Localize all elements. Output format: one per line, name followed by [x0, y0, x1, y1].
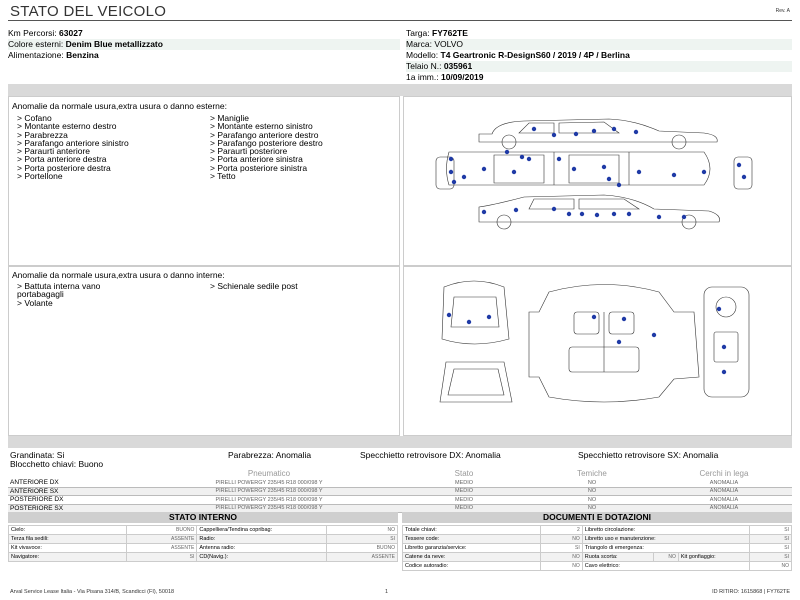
immatricolazione-row	[406, 72, 792, 83]
revision-label: Rev. A	[775, 8, 790, 14]
section-band-bottom	[8, 436, 792, 448]
field-label: Cavo elettrico:	[582, 562, 749, 571]
damage-marker	[452, 180, 456, 184]
field-label: Codice autoradio:	[403, 562, 541, 571]
damage-marker	[592, 129, 596, 133]
field-label: Antenna radio:	[197, 544, 327, 553]
field-value: ASSENTE	[126, 544, 197, 553]
modello-value: T4 Geartronic R-DesignS60 / 2019 / 4P / Berlina	[440, 50, 630, 60]
tyre-stato: MEDIO	[400, 504, 528, 513]
immatricolazione-label: 1a imm.:	[406, 72, 439, 82]
external-damage-markers	[449, 127, 746, 219]
table-row	[403, 544, 792, 553]
damage-marker	[505, 150, 509, 154]
telaio-label: Telaio N.:	[406, 61, 442, 71]
field-label: Terza fila sedili:	[9, 535, 127, 544]
damage-marker	[512, 170, 516, 174]
page-title: STATO DEL VEICOLO	[10, 3, 167, 20]
external-item: > Parabrezza	[17, 129, 68, 140]
field-label: Tessere code:	[403, 535, 541, 544]
external-item: > Porta posteriore destra	[17, 162, 111, 173]
targa-value: FY762TE	[432, 28, 468, 38]
field-label: CD(Navig.):	[197, 553, 327, 562]
field-value: SI	[749, 544, 791, 553]
colore-row	[8, 39, 400, 50]
trunk-view-outline	[442, 281, 509, 344]
specchietto-dx-status: Specchietto retrovisore DX: Anomalia	[360, 450, 501, 460]
external-diagram-panel	[403, 96, 792, 266]
damage-marker	[652, 333, 656, 337]
external-title: Anomalie da normale usura,extra usura o danno esterne:	[12, 101, 227, 111]
external-item: > Montante esterno destro	[17, 121, 117, 132]
km-value: 63027	[59, 28, 83, 38]
damage-marker	[532, 127, 536, 131]
damage-marker	[682, 215, 686, 219]
table-row	[8, 487, 792, 496]
tyre-model: PIRELLI POWERGY 235/45 R18 000/098 Y	[138, 504, 400, 513]
tyre-cerchi: ANOMALIA	[656, 496, 792, 505]
field-value: SI	[749, 535, 791, 544]
tyres-col-cerchi: Cerchi in lega	[699, 469, 749, 478]
damage-marker	[627, 212, 631, 216]
external-item: > Porta anteriore destra	[17, 154, 107, 165]
damage-marker	[595, 213, 599, 217]
internal-damage-panel	[8, 266, 400, 436]
field-label: Kit vivavoce:	[9, 544, 127, 553]
damage-marker	[702, 170, 706, 174]
field-value: NO	[653, 553, 678, 562]
tyre-stato: MEDIO	[400, 479, 528, 487]
damage-marker	[612, 127, 616, 131]
field-value: 2	[540, 526, 582, 535]
section-band-top	[8, 84, 792, 96]
external-item: > Porta anteriore sinistra	[210, 154, 303, 165]
internal-item: > Schienale sedile post	[210, 281, 298, 291]
vehicle-info-right	[406, 28, 792, 83]
damage-marker	[672, 173, 676, 177]
tyre-model: PIRELLI POWERGY 235/45 R18 000/098 Y	[138, 496, 400, 505]
damage-marker	[552, 207, 556, 211]
parabrezza-status: Parabrezza: Anomalia	[228, 450, 312, 460]
damage-marker	[742, 175, 746, 179]
stato-interno-table	[8, 525, 398, 562]
damage-marker	[592, 315, 596, 319]
field-label: Cappelliera/Tendina copribag:	[197, 526, 327, 535]
damage-marker	[580, 212, 584, 216]
table-row	[9, 553, 398, 562]
field-value: ASSENTE	[126, 535, 197, 544]
field-value: NO	[540, 553, 582, 562]
vehicle-info-left	[8, 28, 400, 61]
footer-ritiro-id: ID RITIRO: 1615868 | FY762TE	[712, 589, 790, 595]
tyres-header-row	[8, 468, 792, 479]
tyre-cerchi: ANOMALIA	[656, 479, 792, 487]
title-divider	[8, 20, 792, 21]
damage-marker	[482, 167, 486, 171]
dashboard-view-outline	[704, 287, 749, 397]
alimentazione-label: Alimentazione:	[8, 50, 64, 60]
damage-marker	[447, 313, 451, 317]
field-value: SI	[540, 544, 582, 553]
tyres-col-stato: Stato	[454, 469, 474, 478]
damage-marker	[622, 317, 626, 321]
car-exterior-diagram	[404, 97, 793, 267]
documenti-panel	[402, 512, 792, 571]
km-label: Km Percorsi:	[8, 28, 57, 38]
damage-marker	[552, 133, 556, 137]
specchietto-sx-status: Specchietto retrovisore SX: Anomalia	[578, 450, 719, 460]
damage-marker	[520, 155, 524, 159]
internal-list-col1	[17, 282, 100, 307]
internal-title: Anomalie da normale usura,extra usura o danno interne:	[12, 270, 225, 280]
car-interior-diagram	[404, 267, 793, 437]
field-label: Navigatore:	[9, 553, 127, 562]
external-list-col2	[210, 114, 323, 180]
tyre-temiche: NO	[528, 487, 656, 496]
damage-marker	[574, 132, 578, 136]
rear-window-outline	[440, 362, 512, 402]
external-item: > Montante esterno sinistro	[210, 121, 313, 132]
field-value: NO	[749, 562, 791, 571]
damage-marker	[514, 208, 518, 212]
external-item: > Porta posteriore sinistra	[210, 162, 308, 173]
tyre-model: PIRELLI POWERGY 235/45 R18 000/098 Y	[138, 479, 400, 487]
damage-marker	[567, 212, 571, 216]
tyre-temiche: NO	[528, 479, 656, 487]
table-row	[9, 526, 398, 535]
alimentazione-row	[8, 50, 400, 61]
tyre-stato: MEDIO	[400, 496, 528, 505]
car-rear-view-outline	[734, 157, 752, 189]
field-label: Totale chiavi:	[403, 526, 541, 535]
tyre-position: POSTERIORE SX	[8, 504, 138, 513]
tyre-position: ANTERIORE DX	[8, 479, 138, 487]
tyre-stato: MEDIO	[400, 487, 528, 496]
damage-marker	[657, 215, 661, 219]
telaio-row	[406, 61, 792, 72]
modello-label: Modello:	[406, 50, 439, 60]
field-label: Libretto uso e manutenzione:	[582, 535, 749, 544]
external-item: > Paraurti anteriore	[17, 146, 90, 157]
damage-marker	[617, 340, 621, 344]
damage-marker	[482, 210, 486, 214]
external-item: > Paraurti posteriore	[210, 146, 288, 157]
field-label: Triangolo di emergenza:	[582, 544, 749, 553]
internal-list-col2	[210, 282, 298, 290]
field-label: Libretto circolazione:	[582, 526, 749, 535]
colore-value: Denim Blue metallizzato	[65, 39, 163, 49]
alimentazione-value: Benzina	[66, 50, 99, 60]
damage-marker	[634, 130, 638, 134]
targa-row	[406, 28, 792, 39]
field-value: ASSENTE	[327, 553, 398, 562]
blocchetto-status: Blocchetto chiavi: Buono	[10, 459, 104, 469]
external-item: > Tetto	[210, 171, 236, 182]
field-value: NO	[540, 562, 582, 571]
table-row	[8, 496, 792, 505]
field-value: NO	[540, 535, 582, 544]
tyres-col-pneumatico: Pneumatico	[247, 469, 291, 478]
external-item: > Parafango anteriore destro	[210, 129, 319, 140]
damage-marker	[612, 212, 616, 216]
damage-marker	[557, 157, 561, 161]
table-row	[9, 535, 398, 544]
damage-marker	[602, 165, 606, 169]
documenti-table	[402, 525, 792, 571]
tyre-temiche: NO	[528, 504, 656, 513]
marca-row	[406, 39, 792, 50]
field-value: BUONO	[126, 526, 197, 535]
field-value: SI	[749, 526, 791, 535]
marca-label: Marca:	[406, 39, 432, 49]
field-value: SI	[327, 535, 398, 544]
table-row	[8, 479, 792, 487]
damage-marker	[722, 345, 726, 349]
table-row	[403, 553, 792, 562]
tyre-position: POSTERIORE DX	[8, 496, 138, 505]
damage-marker	[449, 157, 453, 161]
field-value: NO	[327, 526, 398, 535]
field-label: Ruota scorta:	[582, 553, 653, 562]
damage-marker	[462, 175, 466, 179]
internal-item: > Battuta interna vano	[17, 281, 101, 291]
cabin-top-view-outline	[529, 285, 699, 403]
field-value: SI	[749, 553, 791, 562]
field-label: Kit gonfiaggio:	[678, 553, 749, 562]
table-row	[403, 535, 792, 544]
internal-diagram-panel	[403, 266, 792, 436]
damage-marker	[487, 315, 491, 319]
telaio-value: 035961	[443, 61, 473, 71]
damage-marker	[607, 177, 611, 181]
damage-marker	[637, 170, 641, 174]
field-value: BUONO	[327, 544, 398, 553]
documenti-title: DOCUMENTI E DOTAZIONI	[402, 512, 792, 523]
damage-marker	[617, 183, 621, 187]
field-value: SI	[126, 553, 197, 562]
external-item: > Portellone	[17, 171, 63, 182]
internal-damage-markers	[447, 307, 726, 374]
damage-marker	[737, 163, 741, 167]
car-side-top-outline	[479, 119, 717, 149]
damage-marker	[722, 370, 726, 374]
field-label: Catene da neve:	[403, 553, 541, 562]
field-label: Cielo:	[9, 526, 127, 535]
tyres-col-temiche: Temiche	[577, 469, 607, 478]
modello-row	[406, 50, 792, 61]
tyre-model: PIRELLI POWERGY 235/45 R18 000/098 Y	[138, 487, 400, 496]
external-item: > Parafango posteriore destro	[210, 137, 323, 148]
table-row	[9, 544, 398, 553]
footer-page-number: 1	[385, 589, 389, 595]
colore-label: Colore esterni:	[8, 39, 64, 49]
damage-marker	[467, 320, 471, 324]
km-row	[8, 28, 400, 39]
field-label: Libretto garanzia/service:	[403, 544, 541, 553]
damage-marker	[572, 167, 576, 171]
tyre-cerchi: ANOMALIA	[656, 487, 792, 496]
tyre-temiche: NO	[528, 496, 656, 505]
stato-interno-title: STATO INTERNO	[8, 512, 398, 523]
tyre-position: ANTERIORE SX	[8, 487, 138, 496]
targa-label: Targa:	[406, 28, 430, 38]
stato-interno-panel	[8, 512, 398, 562]
table-row	[403, 562, 792, 571]
immatricolazione-value: 10/09/2019	[440, 72, 484, 82]
tyres-table	[8, 468, 792, 513]
external-damage-panel	[8, 96, 400, 266]
internal-item: > Volante	[17, 297, 53, 308]
damage-marker	[449, 170, 453, 174]
footer-company: Arval Service Lease Italia - Via Pisana 314/B, Scandicci (FI), 50018	[10, 589, 175, 595]
table-row	[403, 526, 792, 535]
external-item: > Cofano	[17, 113, 52, 123]
marca-value: VOLVO	[434, 39, 464, 49]
damage-marker	[717, 307, 721, 311]
grandinata-status: Grandinata: Si	[10, 450, 65, 460]
field-label: Radio:	[197, 535, 327, 544]
external-item: > Parafango anteriore sinistro	[17, 137, 129, 148]
external-item: > Maniglie	[210, 113, 249, 123]
tyre-cerchi: ANOMALIA	[656, 504, 792, 513]
external-list-col1	[17, 114, 129, 180]
internal-item: portabagagli	[17, 289, 64, 300]
damage-marker	[527, 157, 531, 161]
